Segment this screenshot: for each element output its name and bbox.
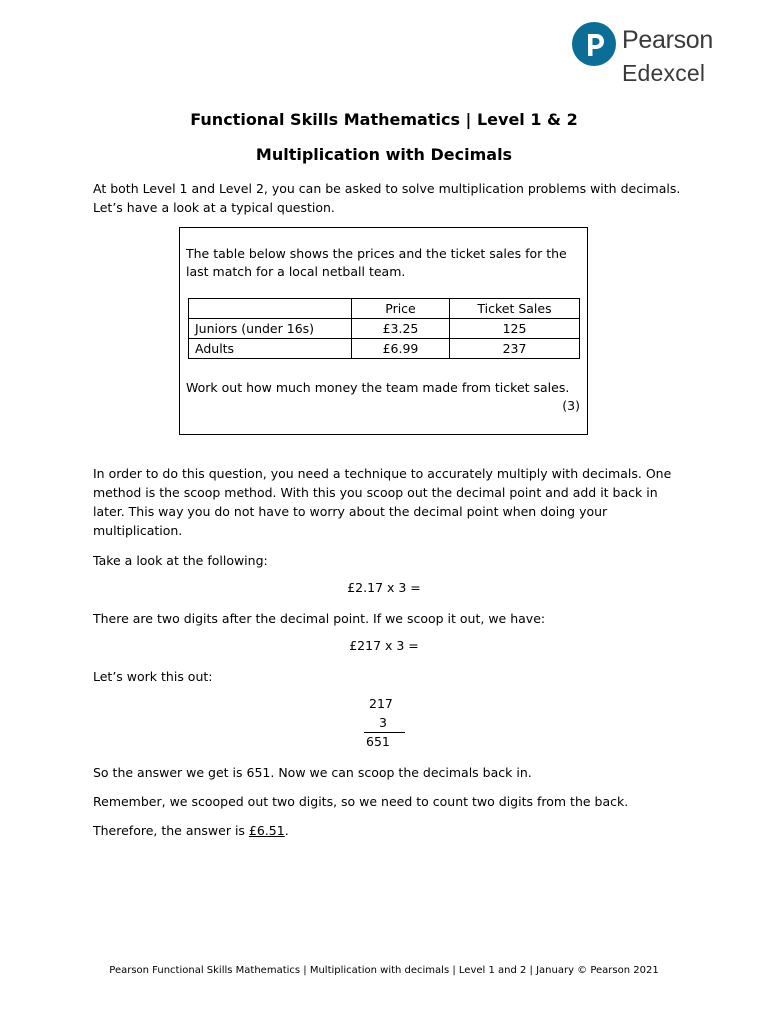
table-cell: £3.25 bbox=[352, 319, 450, 339]
table-cell: Juniors (under 16s) bbox=[189, 319, 352, 339]
calc-rule bbox=[364, 732, 405, 733]
table-header-cell bbox=[189, 299, 352, 319]
table-cell: 125 bbox=[450, 319, 580, 339]
page-title: Functional Skills Mathematics | Level 1 & 2 bbox=[190, 110, 578, 129]
pearson-edexcel-logo bbox=[570, 22, 740, 86]
table-cell: Adults bbox=[189, 339, 352, 359]
brand-subname: Edexcel bbox=[622, 60, 706, 86]
therefore-suffix: . bbox=[284, 823, 289, 838]
table-cell: 237 bbox=[450, 339, 580, 359]
table-cell: £6.99 bbox=[352, 339, 450, 359]
expression-1: £2.17 x 3 = bbox=[347, 580, 421, 595]
table-row bbox=[189, 339, 580, 359]
table-header-cell: Ticket Sales bbox=[450, 299, 580, 319]
page-subtitle: Multiplication with Decimals bbox=[255, 145, 513, 164]
table-row bbox=[189, 319, 580, 339]
pearson-logo-icon bbox=[572, 22, 616, 66]
calc-top-number: 217 bbox=[369, 696, 393, 711]
digits-note: There are two digits after the decimal point. If we scoop it out, we have: bbox=[93, 611, 546, 626]
question-text: The table below shows the prices and the ticket sales for the last match for a local netball team. bbox=[186, 246, 567, 279]
question-marks: (3) bbox=[562, 398, 580, 413]
technique-paragraph: In order to do this question, you need a technique to accurately multiply with decimals. One method is the scoop method. With this you scoop out the decimal point and add it back in later. This way you do not have to worry about the decimal point when doing your multiplication. bbox=[93, 466, 672, 538]
expression-2: £217 x 3 = bbox=[349, 638, 419, 653]
answer-note: So the answer we get is 651. Now we can scoop the decimals back in. bbox=[93, 765, 532, 780]
take-look-text: Take a look at the following: bbox=[93, 553, 268, 568]
final-answer: £6.51 bbox=[248, 823, 285, 838]
ticket-table bbox=[188, 298, 580, 359]
question-prompt: Work out how much money the team made from ticket sales. bbox=[186, 380, 570, 395]
calc-multiplier: 3 bbox=[379, 715, 387, 730]
table-header-cell: Price bbox=[352, 299, 450, 319]
therefore-prefix: Therefore, the answer is bbox=[93, 823, 249, 838]
therefore-text bbox=[93, 821, 683, 840]
brand-name: Pearson bbox=[622, 26, 714, 54]
intro-paragraph: At both Level 1 and Level 2, you can be asked to solve multiplication problems with decimals. Let’s have a look at a typical question. bbox=[93, 181, 681, 215]
question-box bbox=[179, 227, 588, 435]
remember-text: Remember, we scooped out two digits, so we need to count two digits from the back. bbox=[93, 794, 629, 809]
page-footer: Pearson Functional Skills Mathematics | Multiplication with decimals | Level 1 and 2 | January © Pearson 2021 bbox=[109, 965, 659, 976]
calc-result: 651 bbox=[366, 734, 390, 749]
table-header-row bbox=[189, 299, 580, 319]
work-out-text: Let’s work this out: bbox=[93, 669, 213, 684]
